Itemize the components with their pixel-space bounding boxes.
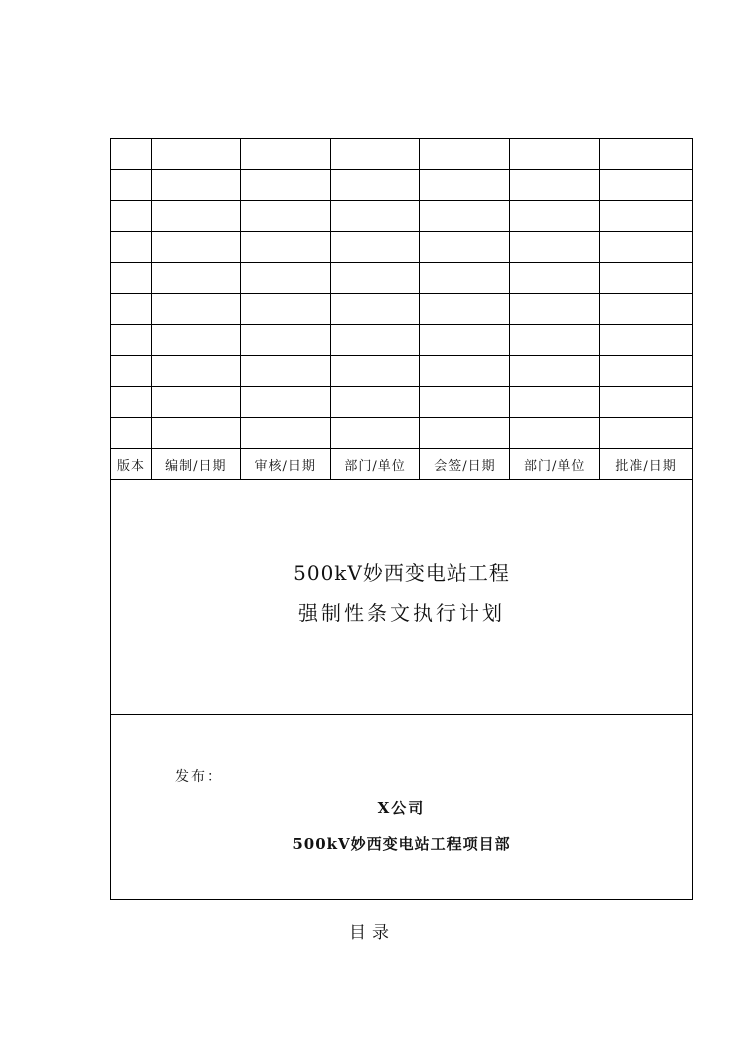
revision-cell: [600, 263, 693, 294]
revision-cell: [151, 170, 240, 201]
revision-cell: [420, 232, 510, 263]
revision-cell: [510, 232, 600, 263]
revision-cell: [420, 356, 510, 387]
toc-heading: 目录: [349, 923, 395, 943]
revision-cell: [420, 170, 510, 201]
revision-cell: [600, 139, 693, 170]
revision-cell: [240, 325, 330, 356]
revision-cell: [330, 356, 420, 387]
revision-cell: [240, 232, 330, 263]
revision-cell: [240, 356, 330, 387]
document-title-line2: 强制性条文执行计划: [298, 601, 505, 625]
revision-cell: [151, 294, 240, 325]
revision-cell: [600, 201, 693, 232]
revision-header-cell: 部门/单位: [330, 449, 420, 480]
revision-header-cell: 部门/单位: [510, 449, 600, 480]
revision-row: [111, 294, 693, 325]
revision-cell: [240, 263, 330, 294]
revision-cell: [510, 294, 600, 325]
revision-cell: [330, 139, 420, 170]
revision-cell: [330, 418, 420, 449]
revision-cell: [600, 418, 693, 449]
revision-cell: [240, 387, 330, 418]
revision-cell: [330, 294, 420, 325]
revision-cell: [111, 263, 152, 294]
revision-cell: [600, 294, 693, 325]
revision-cell: [151, 201, 240, 232]
revision-cell: [600, 170, 693, 201]
revision-cell: [420, 387, 510, 418]
revision-row: [111, 263, 693, 294]
revision-cell: [111, 232, 152, 263]
revision-cell: [510, 201, 600, 232]
revision-row: [111, 325, 693, 356]
document-title-line1: 500kV妙西变电站工程: [293, 561, 510, 585]
revision-cell: [510, 263, 600, 294]
revision-cell: [510, 418, 600, 449]
revision-cell: [330, 325, 420, 356]
revision-cell: [510, 325, 600, 356]
revision-cell: [330, 232, 420, 263]
revision-cell: [111, 356, 152, 387]
revision-cell: [240, 418, 330, 449]
revision-table: [110, 138, 693, 480]
revision-cell: [510, 356, 600, 387]
revision-cell: [151, 139, 240, 170]
revision-cell: [510, 170, 600, 201]
revision-row: [111, 387, 693, 418]
revision-cell: [240, 201, 330, 232]
revision-row: [111, 201, 693, 232]
revision-cell: [510, 139, 600, 170]
issuing-company: X公司: [377, 799, 426, 817]
revision-cell: [600, 356, 693, 387]
revision-cell: [600, 325, 693, 356]
revision-cell: [111, 294, 152, 325]
revision-cell: [151, 387, 240, 418]
revision-header-cell: 审核/日期: [240, 449, 330, 480]
issue-label: 发布：: [175, 769, 223, 785]
revision-cell: [111, 387, 152, 418]
revision-row: [111, 418, 693, 449]
revision-cell: [151, 263, 240, 294]
revision-cell: [420, 139, 510, 170]
cover-frame: [110, 138, 693, 900]
revision-header-cell: 批准/日期: [600, 449, 693, 480]
revision-cell: [111, 325, 152, 356]
revision-cell: [330, 170, 420, 201]
issuing-department: 500kV妙西变电站工程项目部: [292, 835, 511, 853]
revision-cell: [111, 170, 152, 201]
revision-cell: [111, 418, 152, 449]
revision-header-cell: 编制/日期: [151, 449, 240, 480]
revision-cell: [510, 387, 600, 418]
revision-cell: [330, 387, 420, 418]
revision-cell: [151, 325, 240, 356]
revision-cell: [420, 418, 510, 449]
revision-header-cell: 会签/日期: [420, 449, 510, 480]
revision-cell: [240, 170, 330, 201]
revision-cell: [600, 387, 693, 418]
title-block: [111, 471, 692, 715]
revision-cell: [151, 418, 240, 449]
revision-cell: [330, 263, 420, 294]
revision-cell: [420, 294, 510, 325]
revision-row: [111, 356, 693, 387]
revision-header-cell: 版本: [111, 449, 152, 480]
revision-cell: [420, 263, 510, 294]
revision-cell: [420, 201, 510, 232]
revision-cell: [111, 139, 152, 170]
revision-cell: [111, 201, 152, 232]
revision-cell: [330, 201, 420, 232]
revision-row: [111, 232, 693, 263]
revision-cell: [600, 232, 693, 263]
revision-cell: [240, 139, 330, 170]
revision-cell: [151, 356, 240, 387]
revision-cell: [240, 294, 330, 325]
revision-row: [111, 139, 693, 170]
revision-row: [111, 170, 693, 201]
revision-cell: [151, 232, 240, 263]
revision-cell: [420, 325, 510, 356]
